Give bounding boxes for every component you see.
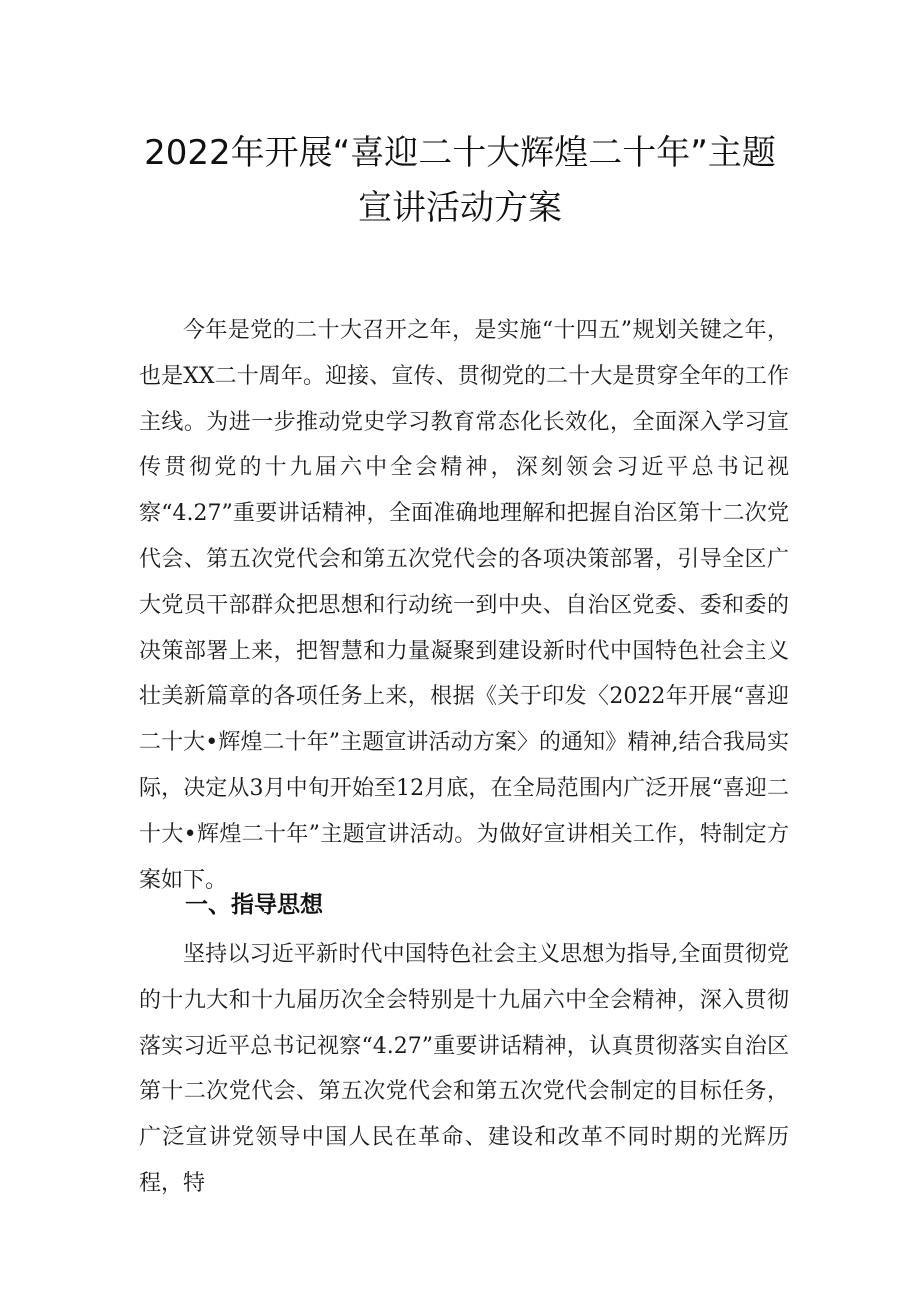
guiding-ideology-paragraph: 坚持以习近平新时代中国特色社会主义思想为指导,全面贯彻党的十九大和十九届历次全会特别是十九届六中全会精神，深入贯彻落实习近平总书记视察“4.27”重要讲话精神，认真贯彻落实自治区第十二次党代会、第五次党代会和第五次党代会制定的目标任务，广泛宣讲党领导中国人民在革命、建设和改革不同时期的光辉历程，特: [139, 942, 789, 1196]
section-heading-guiding-ideology: 一、指导思想: [185, 892, 323, 918]
document-title-line1: 2022年开展“喜迎二十大辉煌二十年”主题: [144, 133, 776, 173]
document-title-line2: 宣讲活动方案: [358, 188, 562, 228]
intro-paragraph: 今年是党的二十大召开之年，是实施“十四五”规划关键之年，也是XX二十周年。迎接、宣传、贯彻党的二十大是贯穿全年的工作主线。为进一步推动党史学习教育常态化长效化，全面深入学习宣传贯彻党的十九届六中全会精神，深刻领会习近平总书记视察“4.27”重要讲话精神，全面准确地理解和把握自治区第十二次党代会、第五次党代会和第五次党代会的各项决策部署，引导全区广大党员干部群众把思想和行动统一到中央、自治区党委、委和委的决策部署上来，把智慧和力量凝聚到建设新时代中国特色社会主义壮美新篇章的各项任务上来，根据《关于印发〈2022年开展“喜迎二十大•辉煌二十年”主题宣讲活动方案〉的通知》精神,结合我局实际，决定从3月中旬开始至12月底，在全局范围内广泛开展“喜迎二十大•辉煌二十年”主题宣讲活动。为做好宣讲相关工作，特制定方案如下。: [139, 318, 789, 893]
